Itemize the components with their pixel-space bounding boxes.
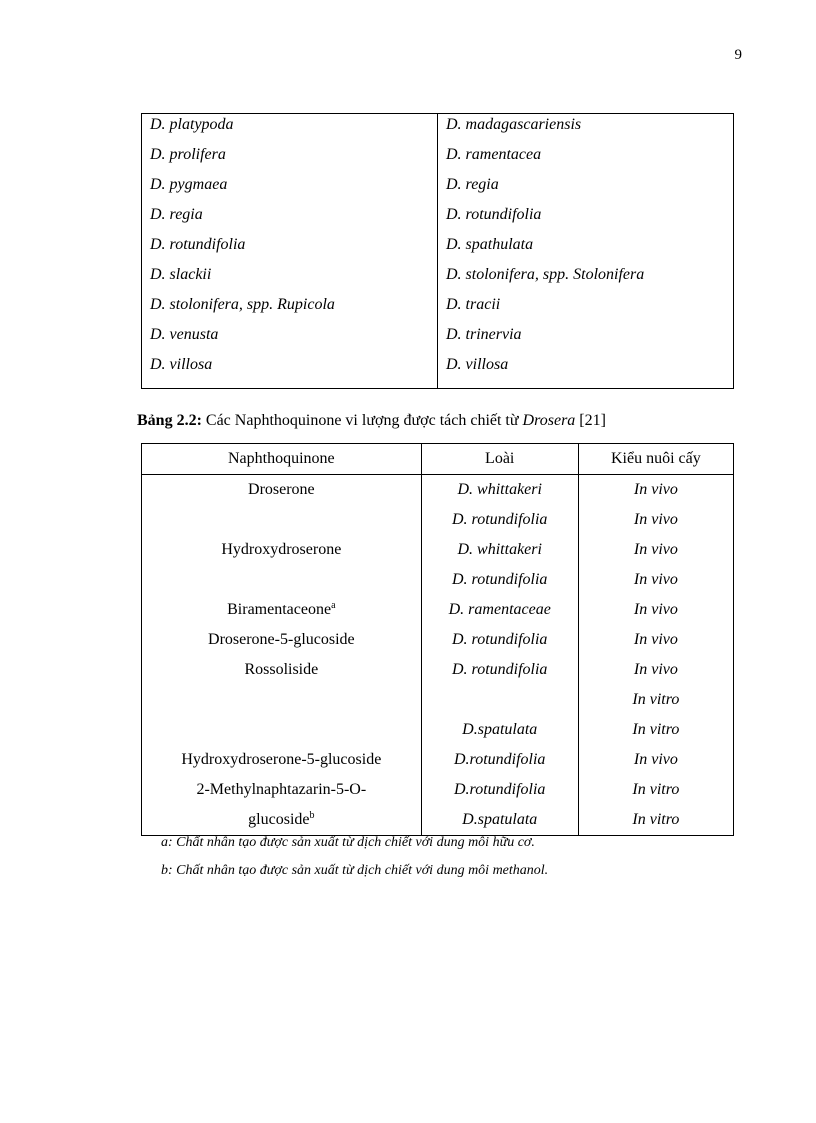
species-cell: D. rotundifolia	[452, 631, 548, 648]
compound-cell: Hydroxydroserone-5-glucoside	[181, 751, 382, 768]
right-species-item: D. rotundifolia	[446, 206, 542, 223]
header-species: Loài	[421, 444, 578, 475]
footnotes	[161, 833, 548, 889]
compound-column	[142, 475, 422, 836]
culture-cell: In vitro	[632, 721, 680, 738]
left-species-item: D. rotundifolia	[150, 236, 246, 253]
compound-cell	[142, 715, 421, 745]
species-cell: D.rotundifolia	[454, 781, 546, 798]
culture-cell: In vivo	[633, 751, 678, 768]
right-species-item: D. trinervia	[446, 326, 522, 343]
right-species-item: D. madagascariensis	[446, 116, 582, 133]
left-species-item: D. platypoda	[150, 116, 234, 133]
right-species-item: D. spathulata	[446, 236, 534, 253]
species-cell: D.spatulata	[462, 811, 538, 828]
species-cell	[422, 685, 578, 715]
footnote-marker: a	[331, 600, 336, 611]
caption-genus: Drosera	[522, 412, 576, 429]
left-species-item: D. stolonifera, spp. Rupicola	[150, 296, 335, 313]
species-cell: D. whittakeri	[457, 541, 542, 558]
culture-cell: In vivo	[633, 571, 678, 588]
species-cell: D.rotundifolia	[454, 751, 546, 768]
header-culture: Kiểu nuôi cấy	[578, 444, 733, 475]
footnote-marker: b	[309, 810, 315, 821]
culture-cell: In vitro	[632, 781, 680, 798]
culture-cell: In vivo	[633, 661, 678, 678]
species-cell: D. rotundifolia	[452, 511, 548, 528]
right-species-item: D. ramentacea	[446, 146, 542, 163]
species-table	[141, 113, 734, 389]
compound-cell: Biramentaceone$^a$	[227, 600, 336, 618]
caption-label: Bảng 2.2:	[137, 412, 202, 429]
left-species-item: D. slackii	[150, 266, 212, 283]
left-species-item: D. prolifera	[150, 146, 226, 163]
header-naphthoquinone: Naphthoquinone	[142, 444, 422, 475]
species-cell: D.spatulata	[462, 721, 538, 738]
compound-cell	[142, 565, 421, 595]
species-column-right	[438, 114, 734, 389]
left-species-item: D. pygmaea	[150, 176, 228, 193]
compound-cell: Hydroxydroserone	[221, 541, 342, 558]
left-species-item: D. venusta	[150, 326, 219, 343]
species-cell: D. ramentaceae	[448, 601, 551, 618]
compound-cell	[142, 505, 421, 535]
compound-cell: Droserone	[248, 481, 315, 498]
compound-cell: glucoside$^b$	[248, 810, 315, 828]
culture-cell: In vivo	[633, 541, 678, 558]
species-column	[421, 475, 578, 836]
compound-cell: Droserone-5-glucoside	[208, 631, 355, 648]
naphthoquinone-table	[141, 443, 734, 836]
species-cell: D. whittakeri	[457, 481, 542, 498]
culture-cell: In vitro	[632, 691, 680, 708]
footnote: b: Chất nhân tạo được sản xuất từ dịch chiết với dung môi methanol.	[161, 863, 549, 878]
compound-cell	[142, 685, 421, 715]
table-caption	[137, 412, 606, 430]
culture-cell: In vivo	[633, 631, 678, 648]
right-species-item: D. regia	[446, 176, 499, 193]
culture-column	[578, 475, 733, 836]
compound-cell: Rossoliside	[244, 661, 319, 678]
left-species-item: D. villosa	[150, 356, 213, 373]
culture-cell: In vivo	[633, 601, 678, 618]
culture-cell: In vivo	[633, 511, 678, 528]
culture-cell: In vitro	[632, 811, 680, 828]
right-species-item: D. tracii	[446, 296, 501, 313]
left-species-item: D. regia	[150, 206, 203, 223]
caption-reference: [21]	[575, 412, 606, 429]
species-column-left	[142, 114, 438, 389]
right-species-item: D. stolonifera, spp. Stolonifera	[446, 266, 645, 283]
culture-cell: In vivo	[633, 481, 678, 498]
right-species-item: D. villosa	[446, 356, 509, 373]
page-number: 9	[734, 47, 742, 63]
compound-cell: 2-Methylnaphtazarin-5-O-	[196, 781, 367, 798]
species-cell: D. rotundifolia	[452, 661, 548, 678]
species-cell: D. rotundifolia	[452, 571, 548, 588]
caption-text: Các Naphthoquinone vi lượng được tách chiết từ	[201, 412, 523, 429]
footnote: a: Chất nhân tạo được sản xuất từ dịch chiết với dung môi hữu cơ.	[161, 835, 535, 850]
